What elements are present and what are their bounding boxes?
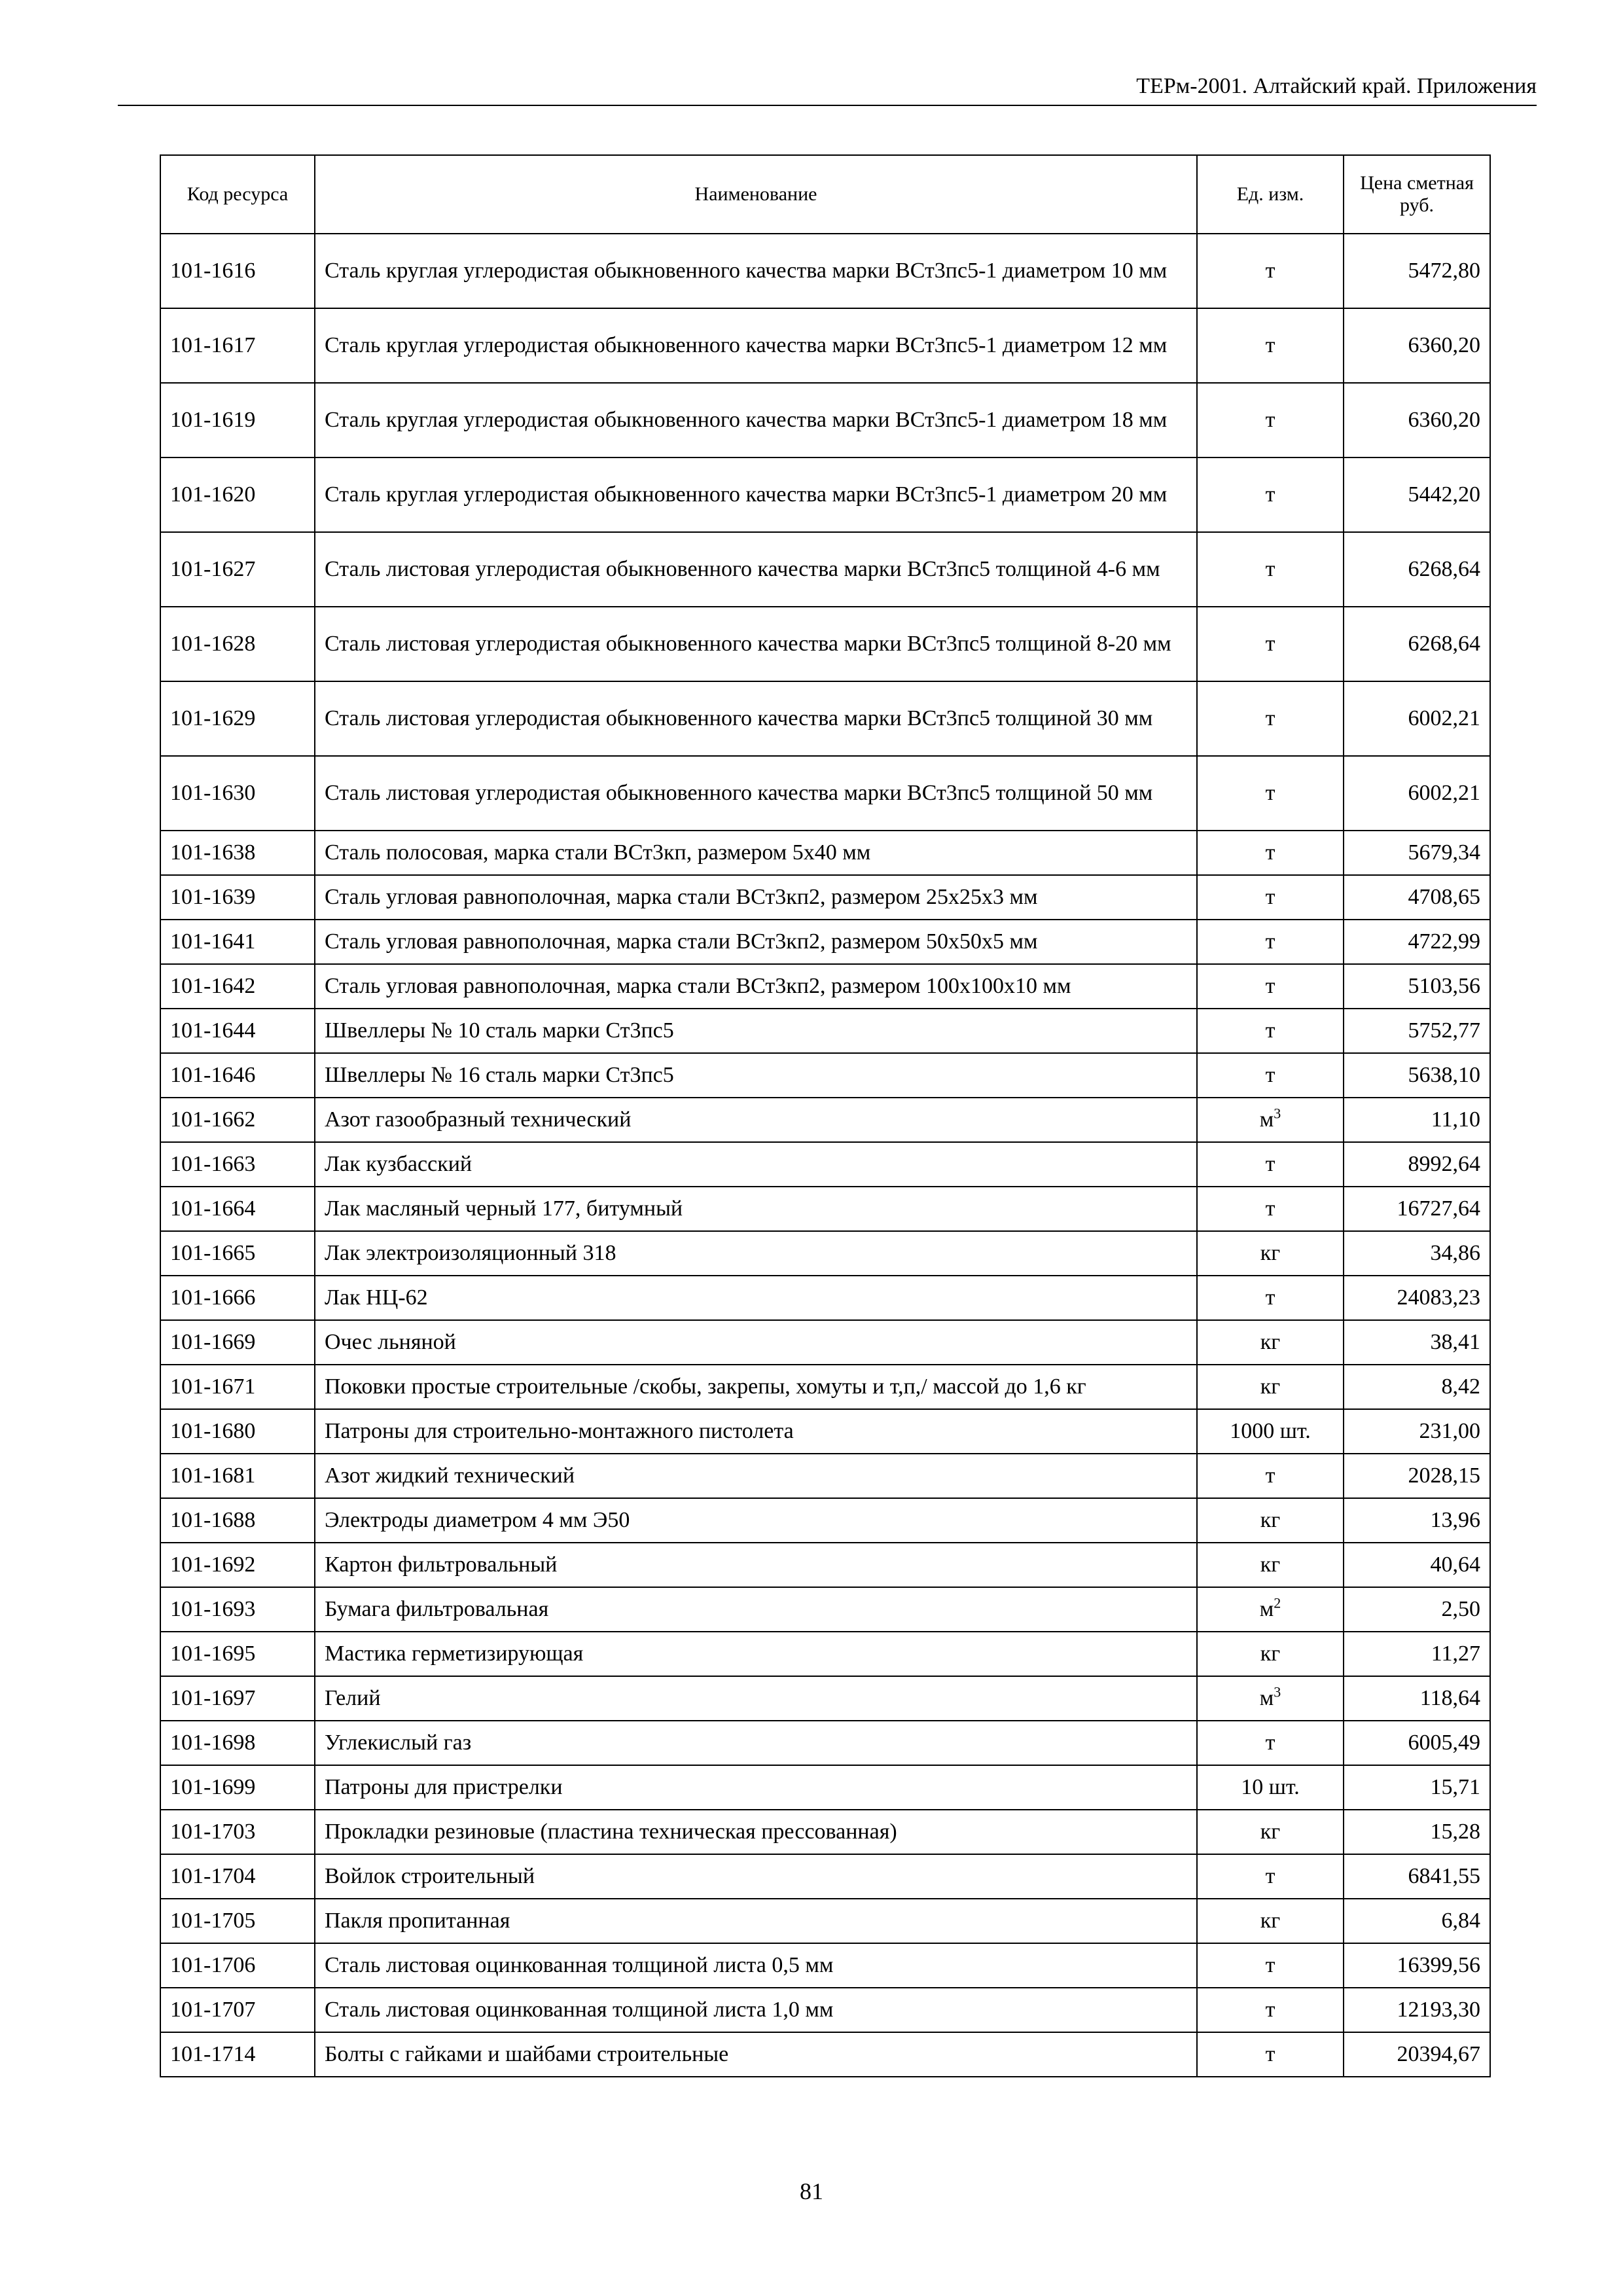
cell-name: Бумага фильтровальная xyxy=(315,1587,1197,1632)
cell-unit xyxy=(1197,1276,1344,1320)
unit-text: кг xyxy=(1260,1508,1281,1532)
header-price: Цена сметная руб. xyxy=(1344,155,1490,234)
cell-name: Сталь угловая равнополочная, марка стали ВСт3кп2, размером 50х50х5 мм xyxy=(315,920,1197,964)
cell-price: 16727,64 xyxy=(1344,1187,1490,1231)
table-row xyxy=(160,1454,1490,1498)
cell-name: Электроды диаметром 4 мм Э50 xyxy=(315,1498,1197,1543)
table-row xyxy=(160,1810,1490,1854)
table-body xyxy=(160,234,1490,2077)
cell-name: Очес льняной xyxy=(315,1320,1197,1365)
table-row xyxy=(160,920,1490,964)
cell-code: 101-1628 xyxy=(160,607,315,681)
cell-name: Сталь листовая углеродистая обыкновенного качества марки ВСт3пс5 толщиной 30 мм xyxy=(315,681,1197,756)
cell-name: Сталь круглая углеродистая обыкновенного качества марки ВСт3пс5-1 диаметром 10 мм xyxy=(315,234,1197,308)
cell-unit xyxy=(1197,1409,1344,1454)
table-row xyxy=(160,1543,1490,1587)
table-row xyxy=(160,1409,1490,1454)
cell-unit xyxy=(1197,1943,1344,1988)
unit-text: т xyxy=(1265,781,1275,805)
cell-name: Мастика герметизирующая xyxy=(315,1632,1197,1676)
cell-name: Швеллеры № 16 сталь марки Ст3пс5 xyxy=(315,1053,1197,1098)
unit-text: т xyxy=(1265,885,1275,909)
table-row xyxy=(160,1276,1490,1320)
cell-code: 101-1619 xyxy=(160,383,315,457)
unit-text: т xyxy=(1265,1285,1275,1310)
cell-code: 101-1681 xyxy=(160,1454,315,1498)
cell-name: Лак НЦ-62 xyxy=(315,1276,1197,1320)
cell-name: Патроны для пристрелки xyxy=(315,1765,1197,1810)
table-row xyxy=(160,1676,1490,1721)
table-row xyxy=(160,457,1490,532)
table-row xyxy=(160,1988,1490,2032)
cell-code: 101-1703 xyxy=(160,1810,315,1854)
cell-unit xyxy=(1197,1899,1344,1943)
unit-text: кг xyxy=(1260,1241,1281,1265)
cell-price: 38,41 xyxy=(1344,1320,1490,1365)
cell-unit xyxy=(1197,1365,1344,1409)
cell-code: 101-1642 xyxy=(160,964,315,1009)
cell-code: 101-1666 xyxy=(160,1276,315,1320)
unit-text: 1000 шт. xyxy=(1230,1419,1311,1443)
cell-name: Сталь листовая оцинкованная толщиной листа 1,0 мм xyxy=(315,1988,1197,2032)
cell-name: Сталь листовая углеродистая обыкновенного качества марки ВСт3пс5 толщиной 8-20 мм xyxy=(315,607,1197,681)
cell-name: Лак масляный черный 177, битумный xyxy=(315,1187,1197,1231)
cell-price: 5752,77 xyxy=(1344,1009,1490,1053)
cell-unit xyxy=(1197,964,1344,1009)
cell-name: Поковки простые строительные /скобы, закрепы, хомуты и т,п,/ массой до 1,6 кг xyxy=(315,1365,1197,1409)
header-name: Наименование xyxy=(315,155,1197,234)
cell-code: 101-1644 xyxy=(160,1009,315,1053)
table-row xyxy=(160,1098,1490,1142)
table-header-row xyxy=(160,155,1490,234)
table-row xyxy=(160,234,1490,308)
cell-price: 24083,23 xyxy=(1344,1276,1490,1320)
cell-price: 4722,99 xyxy=(1344,920,1490,964)
cell-unit xyxy=(1197,1765,1344,1810)
cell-price: 118,64 xyxy=(1344,1676,1490,1721)
table-row xyxy=(160,2032,1490,2077)
table-row xyxy=(160,1765,1490,1810)
table-row xyxy=(160,1899,1490,1943)
cell-code: 101-1714 xyxy=(160,2032,315,2077)
cell-name: Углекислый газ xyxy=(315,1721,1197,1765)
cell-name: Швеллеры № 10 сталь марки Ст3пс5 xyxy=(315,1009,1197,1053)
unit-text: кг xyxy=(1260,1641,1281,1666)
cell-price: 11,27 xyxy=(1344,1632,1490,1676)
cell-code: 101-1704 xyxy=(160,1854,315,1899)
unit-text: м xyxy=(1259,1107,1274,1132)
cell-code: 101-1665 xyxy=(160,1231,315,1276)
price-table xyxy=(160,154,1491,2077)
cell-price: 5103,56 xyxy=(1344,964,1490,1009)
table-row xyxy=(160,308,1490,383)
unit-text: т xyxy=(1265,557,1275,581)
cell-price: 16399,56 xyxy=(1344,1943,1490,1988)
cell-unit xyxy=(1197,532,1344,607)
header-code: Код ресурса xyxy=(160,155,315,234)
cell-price: 5638,10 xyxy=(1344,1053,1490,1098)
cell-unit xyxy=(1197,1142,1344,1187)
unit-text: т xyxy=(1265,929,1275,954)
cell-unit xyxy=(1197,1187,1344,1231)
cell-name: Сталь круглая углеродистая обыкновенного качества марки ВСт3пс5-1 диаметром 12 мм xyxy=(315,308,1197,383)
cell-price: 2,50 xyxy=(1344,1587,1490,1632)
cell-code: 101-1629 xyxy=(160,681,315,756)
cell-price: 4708,65 xyxy=(1344,875,1490,920)
cell-unit xyxy=(1197,681,1344,756)
cell-unit xyxy=(1197,1098,1344,1142)
unit-text: т xyxy=(1265,1196,1275,1221)
cell-unit xyxy=(1197,920,1344,964)
unit-text: кг xyxy=(1260,1820,1281,1844)
cell-code: 101-1695 xyxy=(160,1632,315,1676)
cell-code: 101-1627 xyxy=(160,532,315,607)
cell-unit xyxy=(1197,1454,1344,1498)
cell-price: 6360,20 xyxy=(1344,383,1490,457)
cell-price: 2028,15 xyxy=(1344,1454,1490,1498)
cell-unit xyxy=(1197,1721,1344,1765)
cell-price: 6360,20 xyxy=(1344,308,1490,383)
cell-name: Сталь угловая равнополочная, марка стали ВСт3кп2, размером 25х25х3 мм xyxy=(315,875,1197,920)
cell-name: Лак кузбасский xyxy=(315,1142,1197,1187)
cell-code: 101-1680 xyxy=(160,1409,315,1454)
unit-text: т xyxy=(1265,259,1275,283)
cell-unit xyxy=(1197,1320,1344,1365)
table-row xyxy=(160,1498,1490,1543)
cell-name: Сталь угловая равнополочная, марка стали ВСт3кп2, размером 100х100х10 мм xyxy=(315,964,1197,1009)
unit-superscript: 3 xyxy=(1274,1105,1281,1122)
cell-price: 5679,34 xyxy=(1344,831,1490,875)
table-row xyxy=(160,1854,1490,1899)
table-row xyxy=(160,756,1490,831)
cell-name: Гелий xyxy=(315,1676,1197,1721)
cell-code: 101-1620 xyxy=(160,457,315,532)
cell-name: Сталь круглая углеродистая обыкновенного качества марки ВСт3пс5-1 диаметром 18 мм xyxy=(315,383,1197,457)
cell-unit xyxy=(1197,457,1344,532)
cell-price: 6841,55 xyxy=(1344,1854,1490,1899)
cell-unit xyxy=(1197,607,1344,681)
cell-code: 101-1688 xyxy=(160,1498,315,1543)
cell-code: 101-1638 xyxy=(160,831,315,875)
page-number: 81 xyxy=(800,2178,823,2204)
unit-text: т xyxy=(1265,482,1275,507)
unit-text: кг xyxy=(1260,1330,1281,1354)
cell-price: 6002,21 xyxy=(1344,681,1490,756)
cell-price: 6,84 xyxy=(1344,1899,1490,1943)
unit-superscript: 2 xyxy=(1274,1594,1281,1611)
cell-code: 101-1698 xyxy=(160,1721,315,1765)
cell-code: 101-1663 xyxy=(160,1142,315,1187)
table-row xyxy=(160,681,1490,756)
cell-price: 231,00 xyxy=(1344,1409,1490,1454)
cell-unit xyxy=(1197,1009,1344,1053)
table-row xyxy=(160,1721,1490,1765)
cell-price: 34,86 xyxy=(1344,1231,1490,1276)
cell-unit xyxy=(1197,1988,1344,2032)
cell-price: 15,71 xyxy=(1344,1765,1490,1810)
unit-text: т xyxy=(1265,1152,1275,1176)
unit-text: кг xyxy=(1260,1374,1281,1399)
cell-price: 6005,49 xyxy=(1344,1721,1490,1765)
cell-code: 101-1699 xyxy=(160,1765,315,1810)
cell-unit xyxy=(1197,1053,1344,1098)
cell-price: 6268,64 xyxy=(1344,532,1490,607)
table-row xyxy=(160,607,1490,681)
cell-code: 101-1664 xyxy=(160,1187,315,1231)
cell-code: 101-1630 xyxy=(160,756,315,831)
cell-name: Войлок строительный xyxy=(315,1854,1197,1899)
unit-text: т xyxy=(1265,706,1275,730)
unit-text: т xyxy=(1265,1018,1275,1043)
running-header: ТЕРм-2001. Алтайский край. Приложения xyxy=(1136,74,1537,98)
cell-unit xyxy=(1197,1498,1344,1543)
unit-superscript: 3 xyxy=(1274,1683,1281,1700)
cell-unit xyxy=(1197,1676,1344,1721)
cell-name: Патроны для строительно-монтажного пистолета xyxy=(315,1409,1197,1454)
cell-unit xyxy=(1197,1854,1344,1899)
unit-text: т xyxy=(1265,333,1275,357)
header-unit: Ед. изм. xyxy=(1197,155,1344,234)
cell-unit xyxy=(1197,1632,1344,1676)
cell-price: 12193,30 xyxy=(1344,1988,1490,2032)
unit-text: т xyxy=(1265,1864,1275,1888)
table-row xyxy=(160,383,1490,457)
cell-unit xyxy=(1197,1587,1344,1632)
cell-code: 101-1669 xyxy=(160,1320,315,1365)
unit-text: т xyxy=(1265,1463,1275,1488)
cell-unit xyxy=(1197,308,1344,383)
unit-text: т xyxy=(1265,1953,1275,1977)
cell-code: 101-1693 xyxy=(160,1587,315,1632)
cell-price: 20394,67 xyxy=(1344,2032,1490,2077)
cell-code: 101-1707 xyxy=(160,1988,315,2032)
cell-name: Сталь круглая углеродистая обыкновенного качества марки ВСт3пс5-1 диаметром 20 мм xyxy=(315,457,1197,532)
cell-code: 101-1639 xyxy=(160,875,315,920)
cell-price: 5442,20 xyxy=(1344,457,1490,532)
cell-unit xyxy=(1197,756,1344,831)
cell-price: 13,96 xyxy=(1344,1498,1490,1543)
cell-code: 101-1641 xyxy=(160,920,315,964)
table-row xyxy=(160,1632,1490,1676)
table-row xyxy=(160,1231,1490,1276)
table-row xyxy=(160,1587,1490,1632)
cell-price: 15,28 xyxy=(1344,1810,1490,1854)
cell-price: 8,42 xyxy=(1344,1365,1490,1409)
cell-unit xyxy=(1197,383,1344,457)
table-row xyxy=(160,1187,1490,1231)
header-rule xyxy=(118,105,1537,106)
cell-price: 8992,64 xyxy=(1344,1142,1490,1187)
unit-text: кг xyxy=(1260,1552,1281,1577)
unit-text: т xyxy=(1265,2042,1275,2066)
cell-code: 101-1706 xyxy=(160,1943,315,1988)
unit-text: м xyxy=(1259,1686,1274,1710)
cell-unit xyxy=(1197,875,1344,920)
unit-text: т xyxy=(1265,1998,1275,2022)
cell-price: 5472,80 xyxy=(1344,234,1490,308)
unit-text: т xyxy=(1265,1063,1275,1087)
table-row xyxy=(160,1142,1490,1187)
cell-unit xyxy=(1197,2032,1344,2077)
cell-code: 101-1705 xyxy=(160,1899,315,1943)
cell-unit xyxy=(1197,234,1344,308)
cell-unit xyxy=(1197,1231,1344,1276)
cell-code: 101-1692 xyxy=(160,1543,315,1587)
cell-name: Картон фильтровальный xyxy=(315,1543,1197,1587)
unit-text: т xyxy=(1265,840,1275,865)
cell-price: 11,10 xyxy=(1344,1098,1490,1142)
cell-unit xyxy=(1197,831,1344,875)
cell-unit xyxy=(1197,1810,1344,1854)
cell-code: 101-1662 xyxy=(160,1098,315,1142)
unit-text: т xyxy=(1265,1731,1275,1755)
cell-code: 101-1697 xyxy=(160,1676,315,1721)
cell-name: Лак электроизоляционный 318 xyxy=(315,1231,1197,1276)
unit-text: кг xyxy=(1260,1909,1281,1933)
table-row xyxy=(160,1943,1490,1988)
cell-name: Сталь полосовая, марка стали ВСт3кп, размером 5х40 мм xyxy=(315,831,1197,875)
table-row xyxy=(160,1365,1490,1409)
cell-name: Сталь листовая углеродистая обыкновенного качества марки ВСт3пс5 толщиной 4-6 мм xyxy=(315,532,1197,607)
cell-name: Болты с гайками и шайбами строительные xyxy=(315,2032,1197,2077)
unit-text: 10 шт. xyxy=(1241,1775,1300,1799)
cell-price: 6002,21 xyxy=(1344,756,1490,831)
cell-name: Сталь листовая оцинкованная толщиной листа 0,5 мм xyxy=(315,1943,1197,1988)
cell-unit xyxy=(1197,1543,1344,1587)
table-row xyxy=(160,831,1490,875)
cell-name: Азот жидкий технический xyxy=(315,1454,1197,1498)
cell-code: 101-1617 xyxy=(160,308,315,383)
cell-name: Пакля пропитанная xyxy=(315,1899,1197,1943)
cell-code: 101-1646 xyxy=(160,1053,315,1098)
cell-code: 101-1616 xyxy=(160,234,315,308)
cell-price: 6268,64 xyxy=(1344,607,1490,681)
cell-name: Азот газообразный технический xyxy=(315,1098,1197,1142)
cell-name: Сталь листовая углеродистая обыкновенного качества марки ВСт3пс5 толщиной 50 мм xyxy=(315,756,1197,831)
table-row xyxy=(160,1009,1490,1053)
unit-text: т xyxy=(1265,632,1275,656)
table-row xyxy=(160,532,1490,607)
table-row xyxy=(160,875,1490,920)
cell-price: 40,64 xyxy=(1344,1543,1490,1587)
unit-text: т xyxy=(1265,974,1275,998)
table-row xyxy=(160,1053,1490,1098)
unit-text: т xyxy=(1265,408,1275,432)
table-row xyxy=(160,964,1490,1009)
cell-code: 101-1671 xyxy=(160,1365,315,1409)
table-row xyxy=(160,1320,1490,1365)
unit-text: м xyxy=(1259,1597,1274,1621)
cell-name: Прокладки резиновые (пластина техническая прессованная) xyxy=(315,1810,1197,1854)
